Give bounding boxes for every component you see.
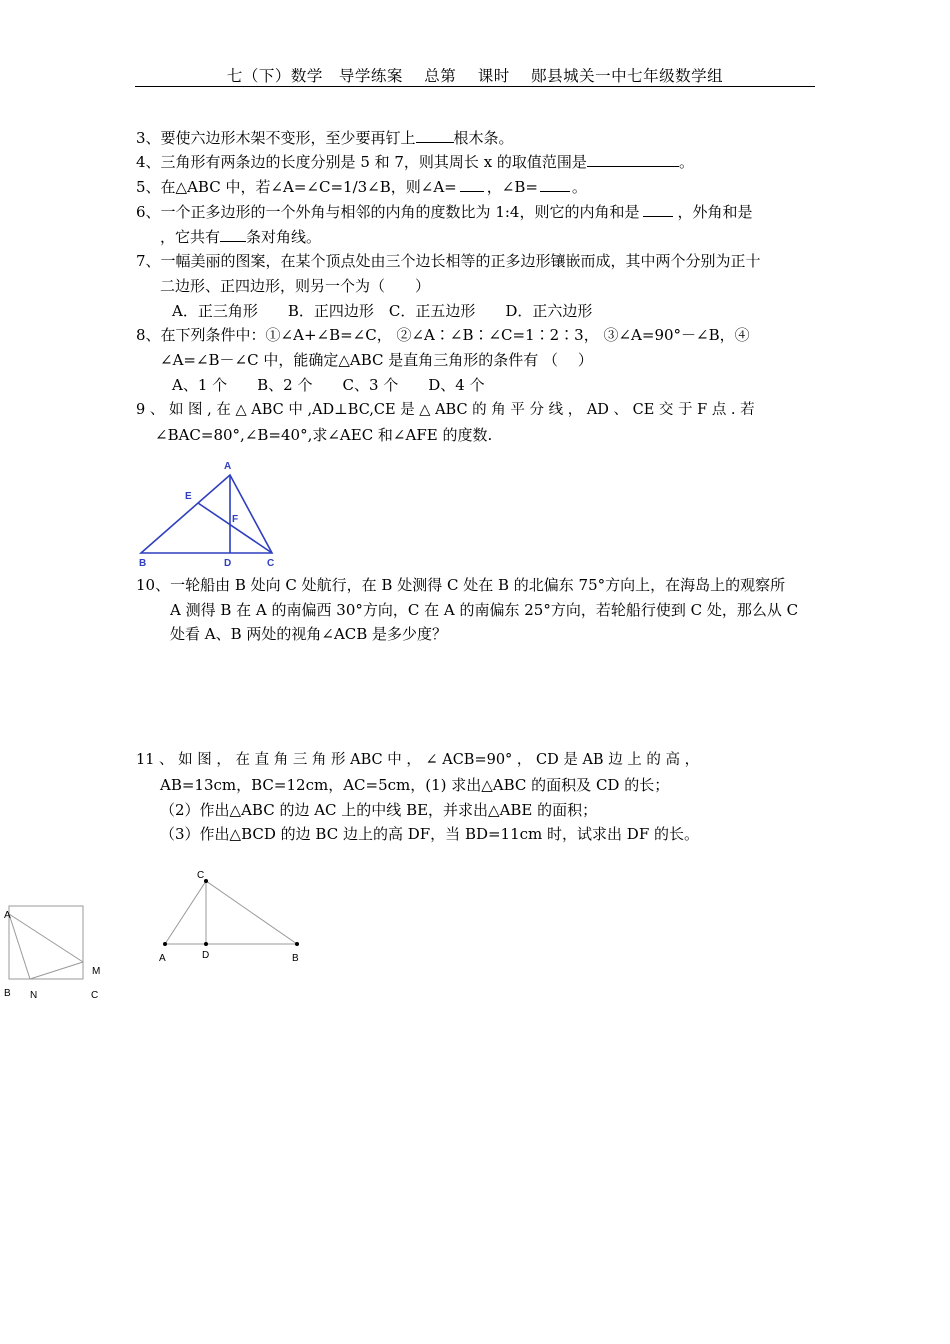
question-7-options: A．正三角形 B．正四边形 C．正五边形 D．正六边形 bbox=[172, 302, 593, 320]
right-triangle-figure-q11 bbox=[155, 865, 310, 970]
blank bbox=[460, 177, 484, 192]
point-a bbox=[163, 942, 167, 946]
point-d bbox=[204, 942, 208, 946]
segment-an bbox=[9, 914, 30, 979]
label-c: C bbox=[267, 558, 275, 569]
blank bbox=[540, 177, 570, 192]
label-a: A bbox=[224, 461, 232, 472]
blank bbox=[416, 128, 454, 143]
blank bbox=[643, 202, 673, 217]
question-7-line-1: 7、一幅美丽的图案，在某个顶点处由三个边长相等的正多边形镶嵌而成，其中两个分别为正十 bbox=[136, 252, 761, 270]
question-3: 3、要使六边形木架不变形，至少要再钉上 根木条。 bbox=[136, 129, 514, 147]
square-abcm bbox=[9, 906, 83, 979]
triangle-abc bbox=[141, 475, 272, 553]
question-10-line-2: A 测得 B 在 A 的南偏西 30°方向，C 在 A 的南偏东 25°方向，若轮船行使到 C 处，那么从 C bbox=[170, 601, 799, 619]
question-11-line-1: 11 、 如 图 ， 在 直 角 三 角 形 ABC 中 ， ∠ ACB=90° ， CD 是 AB 边 上 的 高 ， bbox=[136, 752, 700, 768]
question-11-line-3: （2）作出△ABC 的边 AC 上的中线 BE，并求出△ABE 的面积； bbox=[160, 801, 598, 819]
question-10-line-3: 处看 A、B 两处的视角∠ACB 是多少度？ bbox=[170, 625, 448, 643]
label-n: N bbox=[30, 990, 38, 1001]
label-c: C bbox=[197, 870, 205, 881]
label-e: E bbox=[185, 491, 192, 502]
segment-am bbox=[9, 914, 83, 962]
question-9-line-1: 9 、 如 图 , 在 △ ABC 中 ,AD⊥BC,CE 是 △ ABC 的 角 平 分 线 ， AD 、 CE 交 于 F 点 . 若 bbox=[136, 402, 755, 418]
label-d: D bbox=[202, 950, 210, 961]
question-7-line-2: 二边形、正四边形，则另一个为（ ） bbox=[160, 277, 431, 295]
question-11-line-4: （3）作出△BCD 的边 BC 边上的高 DF，当 BD=11cm 时，试求出 DF 的长。 bbox=[160, 825, 700, 843]
blank bbox=[220, 227, 246, 242]
label-b: B bbox=[4, 988, 11, 999]
label-c: C bbox=[91, 990, 99, 1001]
segment-nm bbox=[30, 962, 83, 979]
label-d: D bbox=[224, 558, 232, 569]
triangle-abc bbox=[165, 881, 297, 944]
point-b bbox=[295, 942, 299, 946]
question-8-line-1: 8、在下列条件中：①∠A+∠B=∠C， ②∠A∶∠B∶∠C=1∶2∶3， ③∠A=90°－∠B，④ bbox=[136, 326, 750, 344]
triangle-figure-q9 bbox=[132, 455, 282, 570]
question-11-line-2: AB=13cm，BC=12cm，AC=5cm，(1) 求出△ABC 的面积及 CD 的长； bbox=[160, 776, 670, 794]
question-5: 5、在△ABC 中，若∠A=∠C=1/3∠B，则∠A= ，∠B= 。 bbox=[136, 178, 587, 196]
label-m: M bbox=[92, 966, 101, 977]
point-c bbox=[204, 879, 208, 883]
question-10-line-1: 10、一轮船由 B 处向 C 处航行，在 B 处测得 C 处在 B 的北偏东 75°方向上，在海岛上的观察所 bbox=[136, 576, 786, 594]
bisector-ce bbox=[198, 503, 272, 553]
label-b: B bbox=[139, 558, 147, 569]
question-8-options: A、1 个 B、2 个 C、3 个 D、4 个 bbox=[172, 376, 485, 394]
question-6-line-2: ，它共有 条对角线。 bbox=[160, 228, 322, 246]
label-a: A bbox=[159, 953, 166, 964]
label-f: F bbox=[232, 514, 239, 525]
square-figure bbox=[0, 900, 110, 1005]
page-header: 七（下）数学 导学练案 总第 课时 郧县城关一中七年级数学组 bbox=[226, 67, 724, 85]
question-6-line-1: 6、一个正多边形的一个外角与相邻的内角的度数比为 1:4，则它的内角和是 ，外角和是 bbox=[136, 203, 753, 221]
question-4: 4、三角形有两条边的长度分别是 5 和 7，则其周长 x 的取值范围是 。 bbox=[136, 153, 694, 171]
label-b: B bbox=[292, 953, 299, 964]
question-8-line-2: ∠A=∠B－∠C 中，能确定△ABC 是直角三角形的条件有 （ ） bbox=[160, 351, 593, 369]
question-9-line-2: ∠BAC=80°,∠B=40°,求∠AEC 和∠AFE 的度数. bbox=[155, 426, 493, 444]
blank bbox=[587, 152, 679, 167]
header-rule bbox=[135, 86, 815, 87]
label-a: A bbox=[4, 910, 11, 921]
